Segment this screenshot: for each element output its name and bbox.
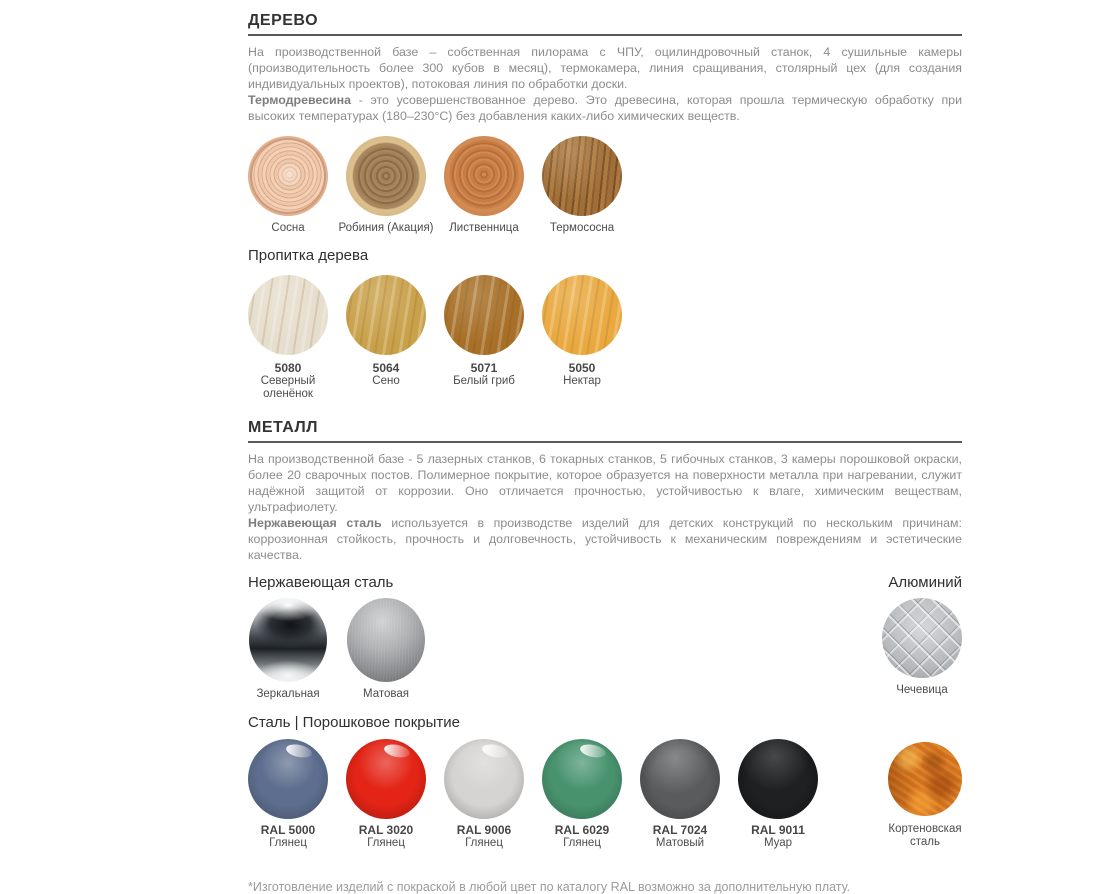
- ral-9011-finish: Муар: [763, 837, 793, 849]
- swatch-ral-3020: [337, 739, 435, 850]
- impregnation-5064-image: [346, 275, 426, 355]
- swatch-sosna: [239, 136, 337, 235]
- swatch-mirror-steel: [239, 598, 337, 701]
- stainless-title: Нержавеющая сталь: [248, 574, 394, 591]
- powder-coating-title: Сталь | Порошковое покрытие: [248, 714, 460, 731]
- aluminum-lentil-label: Чечевица: [896, 684, 948, 696]
- matte-steel-label: Матовая: [363, 688, 409, 700]
- wood-paragraph-1: На производственной базе – собственная пилорама с ЧПУ, оцилиндровочный станок, 4 сушильные камеры (производительность более 300 кубов в месяц), термокамера, линия сращивания, столярный цех (для создания индивидуальных проектов), потоковая линия по обработки доски.: [248, 45, 962, 91]
- ral-7024-code: RAL 7024: [652, 823, 708, 837]
- metal-intro-paragraph: [248, 451, 962, 563]
- powder-swatch-row: [239, 739, 962, 850]
- listvennitsa-wood-slice-image: [444, 136, 524, 216]
- ral-6029-code: RAL 6029: [554, 823, 610, 837]
- ral-6029-sphere-image: [542, 739, 622, 819]
- wood-section-divider: [248, 34, 962, 36]
- metal-section-title: МЕТАЛЛ: [248, 419, 318, 436]
- swatch-corten: [879, 739, 971, 849]
- wood-paragraph-2-lead: Термодревесина: [248, 93, 352, 107]
- termososna-wood-slice-image: [542, 136, 622, 216]
- stainless-header-row: [248, 574, 962, 591]
- ral-3020-sphere-image: [346, 739, 426, 819]
- swatch-ral-7024: [631, 739, 729, 850]
- impregnation-5071-code: 5071: [470, 361, 498, 375]
- ral-3020-code: RAL 3020: [358, 823, 414, 837]
- stainless-swatch-row: [239, 598, 962, 701]
- swatch-ral-9006: [435, 739, 533, 850]
- wood-paragraph-2-rest: - это усовершенствованное дерево. Это древесина, которая прошла термическую обработку при высоких температурах (180–230°С) без добавления каких-либо химических веществ.: [248, 93, 962, 123]
- ral-9006-finish: Глянец: [465, 837, 503, 849]
- ral-9011-sphere-image: [738, 739, 818, 819]
- metal-paragraph-2-lead: Нержавеющая сталь: [248, 516, 382, 530]
- catalog-page: [248, 0, 962, 894]
- impregnation-5064-code: 5064: [372, 361, 400, 375]
- wood-intro-paragraph: [248, 44, 962, 124]
- wood-swatch-row: [239, 136, 962, 235]
- swatch-ral-9011: [729, 739, 827, 850]
- mirror-steel-sphere-image: [249, 598, 327, 682]
- swatch-5071: [435, 275, 533, 401]
- ral-5000-finish: Глянец: [269, 837, 307, 849]
- listvennitsa-label: Лиственница: [449, 222, 519, 234]
- impregnation-title: Пропитка дерева: [248, 247, 369, 264]
- ral-9006-code: RAL 9006: [456, 823, 512, 837]
- corten-steel-label: Кортеновская сталь: [888, 823, 962, 848]
- ral-3020-finish: Глянец: [367, 837, 405, 849]
- impregnation-5080-code: 5080: [274, 361, 302, 375]
- metal-paragraph-2-rest: используется в производстве изделий для детских конструкций по нескольким причинам: коррозионная стойкость, прочность и долговечность, устойчивость к механическим повреждениям и эстетические качества.: [248, 516, 963, 562]
- impregnation-5064-name: Сено: [372, 375, 400, 387]
- robinia-label: Робиния (Акация): [338, 222, 434, 234]
- ral-5000-sphere-image: [248, 739, 328, 819]
- metal-section: [248, 419, 962, 850]
- ral-5000-code: RAL 5000: [260, 823, 316, 837]
- sosna-label: Сосна: [271, 222, 305, 234]
- impregnation-swatch-row: [239, 275, 962, 401]
- metal-paragraph-1: На производственной базе - 5 лазерных станков, 6 токарных станков, 5 гибочных станков, 3 камеры порошковой окраски, более 20 сварочных постов. Полимерное покрытие, которое образуется на поверхности металла при нагревании, служит надёжной защитой от коррозии. Оно отличается прочностью, устойчивостью к влаге, химическим веществам, ультрафиолету.: [248, 452, 962, 514]
- impregnation-5080-name: Северный оленёнок: [260, 375, 316, 400]
- swatch-5064: [337, 275, 435, 401]
- corten-steel-image: [888, 742, 962, 816]
- ral-7024-sphere-image: [640, 739, 720, 819]
- ral-6029-finish: Глянец: [563, 837, 601, 849]
- wood-section: [248, 12, 962, 401]
- swatch-5080: [239, 275, 337, 401]
- mirror-steel-label: Зеркальная: [256, 688, 320, 700]
- aluminum-diamond-plate-image: [882, 598, 962, 678]
- swatch-ral-5000: [239, 739, 337, 850]
- impregnation-5050-code: 5050: [568, 361, 596, 375]
- impregnation-5071-image: [444, 275, 524, 355]
- metal-section-divider: [248, 441, 962, 443]
- ral-footnote: *Изготовление изделий с покраской в любой цвет по каталогу RAL возможно за дополнительную плату.: [248, 880, 851, 894]
- swatch-robinia: [337, 136, 435, 235]
- swatch-termososna: [533, 136, 631, 235]
- ral-7024-finish: Матовый: [655, 837, 705, 849]
- robinia-wood-slice-image: [346, 136, 426, 216]
- impregnation-5080-image: [248, 275, 328, 355]
- matte-steel-sphere-image: [347, 598, 425, 682]
- impregnation-5050-image: [542, 275, 622, 355]
- ral-9011-code: RAL 9011: [751, 823, 805, 837]
- swatch-matte-steel: [337, 598, 435, 701]
- swatch-listvennitsa: [435, 136, 533, 235]
- aluminum-title: Алюминий: [888, 574, 962, 591]
- swatch-5050: [533, 275, 631, 401]
- termososna-label: Термососна: [549, 222, 615, 234]
- wood-section-title: ДЕРЕВО: [248, 12, 319, 29]
- impregnation-5050-name: Нектар: [563, 375, 601, 387]
- swatch-aluminum-lentil: [873, 598, 971, 697]
- sosna-wood-slice-image: [248, 136, 328, 216]
- swatch-ral-6029: [533, 739, 631, 850]
- ral-9006-sphere-image: [444, 739, 524, 819]
- impregnation-5071-name: Белый гриб: [453, 375, 515, 387]
